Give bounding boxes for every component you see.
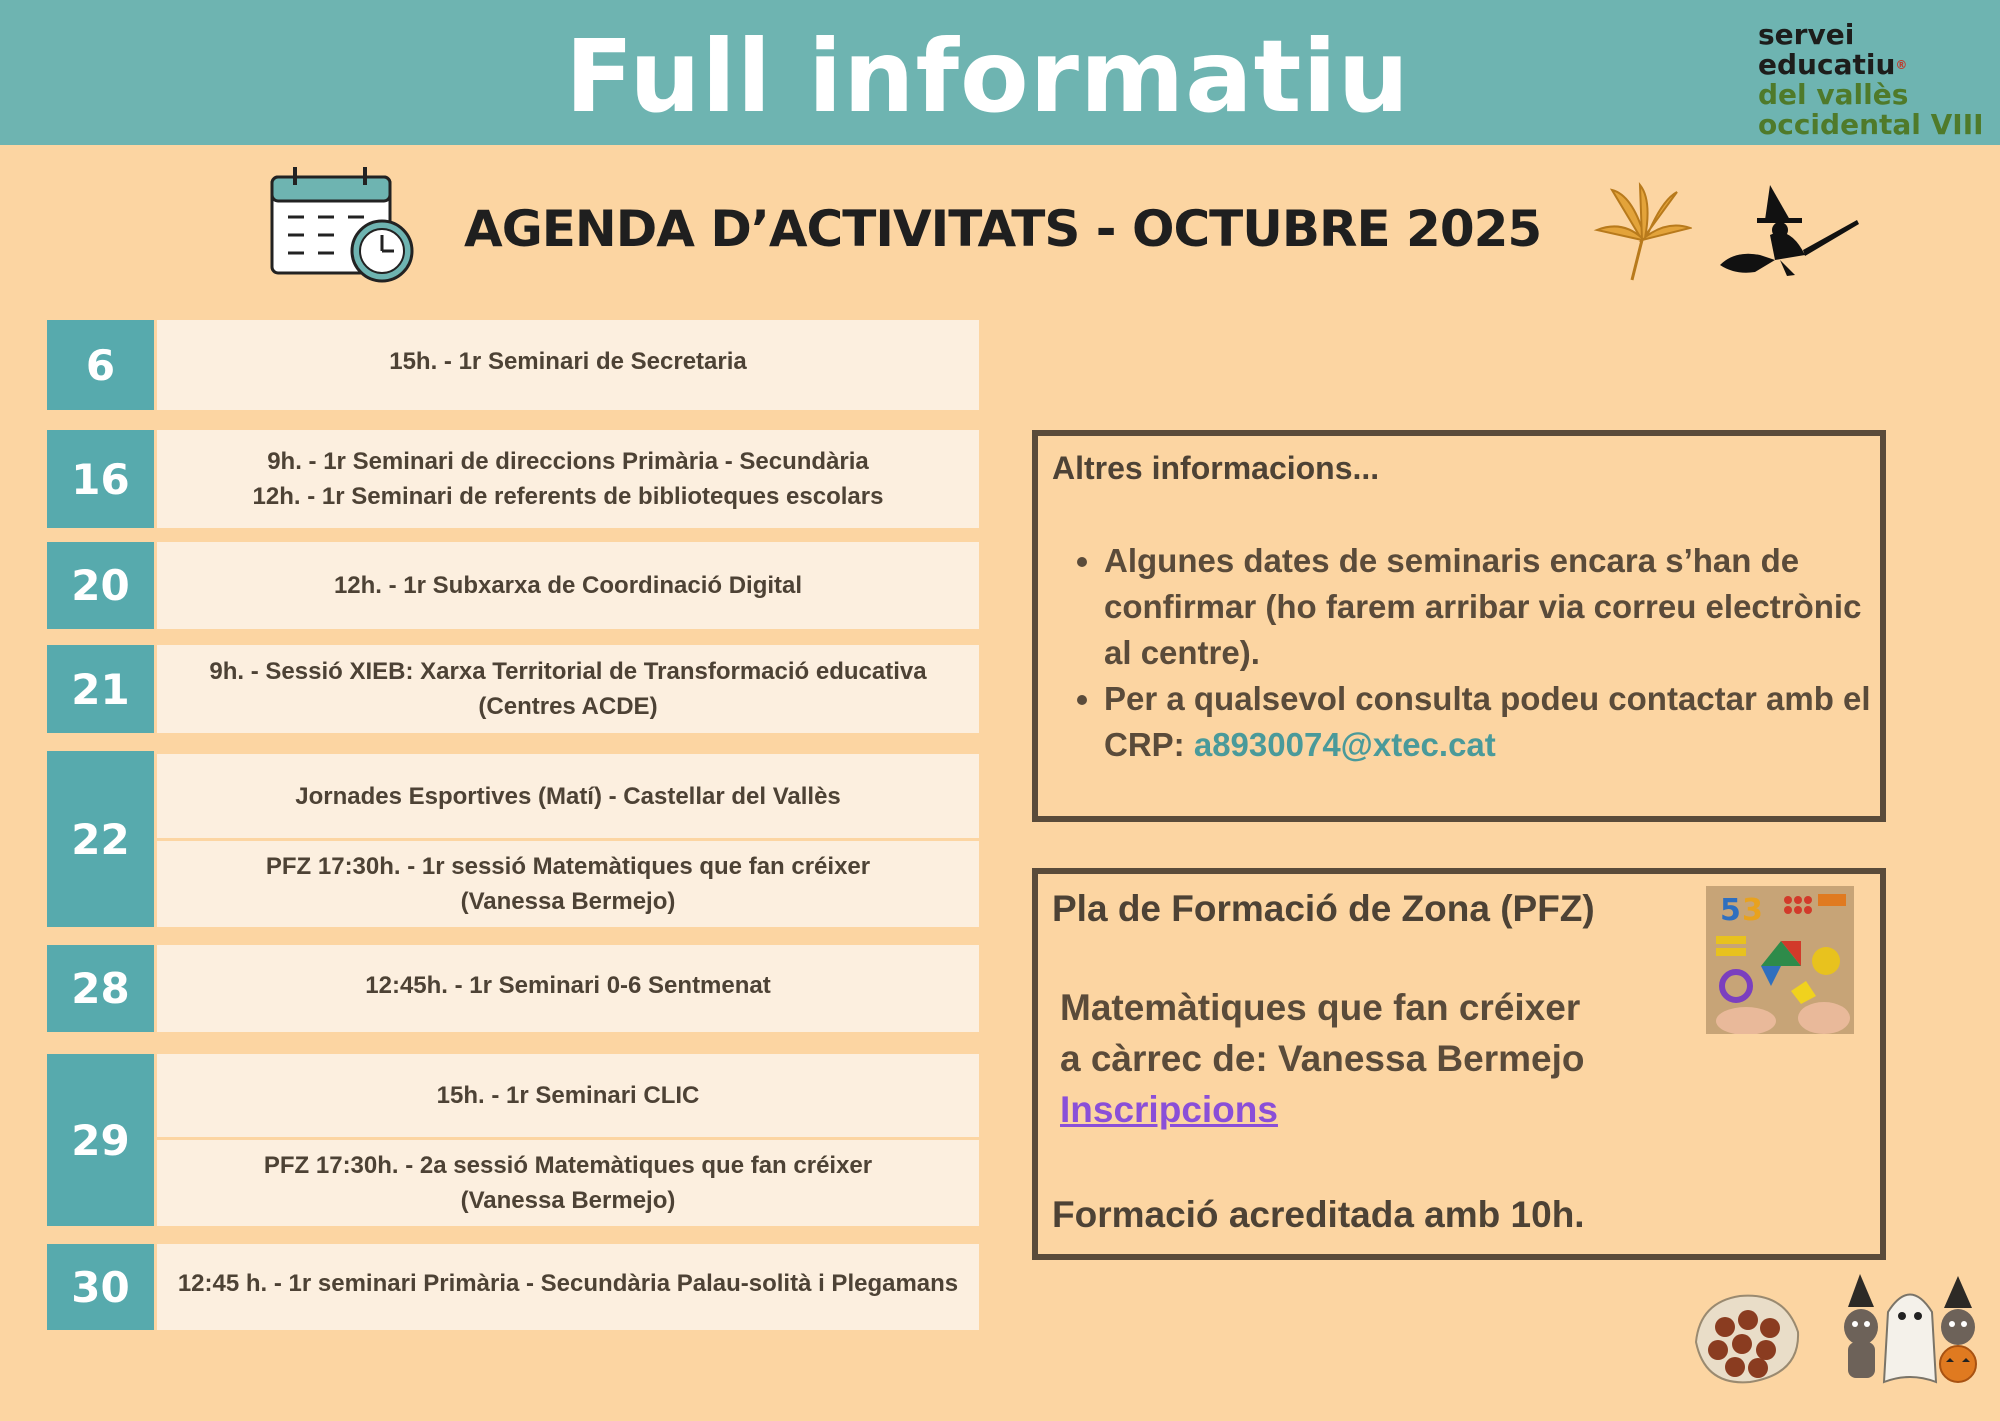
logo-line-1: servei	[1758, 18, 1855, 51]
event-text: PFZ 17:30h. - 2a sessió Matemàtiques que fan créixer	[263, 1152, 873, 1179]
event-cell-20	[157, 542, 979, 629]
math-toys-photo	[1706, 886, 1854, 1034]
other-info-item	[1104, 676, 1874, 768]
event-cell-29a	[157, 1054, 979, 1137]
event-cell-30	[157, 1244, 979, 1330]
chestnut-leaf-icon	[1592, 180, 1692, 285]
pfz-credit: Formació acreditada amb 10h.	[1052, 1194, 1585, 1235]
other-info-item: • Algunes dates de seminaris encara s’han de confirmar (ho farem arribar via correu electrònic al centre).	[1104, 538, 1874, 676]
event-cell-29b	[157, 1140, 979, 1226]
witch-icon	[1715, 180, 1860, 280]
day-6: 6	[47, 320, 154, 410]
other-info-title: Altres informacions...	[1052, 450, 1380, 486]
event-text: (Centres ACDE)	[478, 693, 658, 720]
event-text: 12h. - 1r Subxarxa de Coordinació Digital	[333, 572, 803, 599]
contact-text: Per a qualsevol consulta podeu contactar amb el CRP:	[1104, 680, 1871, 763]
event-text: 15h. - 1r Seminari de Secretaria	[389, 347, 747, 375]
agenda-title: AGENDA D’ACTIVITATS - OCTUBRE 2025	[464, 200, 1542, 258]
other-info-list	[1052, 538, 1874, 768]
chestnuts-icon	[1690, 1282, 1802, 1390]
pfz-box	[1032, 868, 1886, 1260]
event-cell-22b	[157, 841, 979, 927]
event-text: 12:45 h. - 1r seminari Primària - Secundària Palau-solità i Plegamans	[177, 1269, 959, 1297]
other-info-box	[1032, 430, 1886, 822]
contact-email[interactable]: a8930074@xtec.cat	[1193, 726, 1496, 763]
registration-link[interactable]: Inscripcions	[1060, 1089, 1278, 1130]
event-cell-6	[157, 320, 979, 410]
svg-text:5: 5	[1720, 893, 1741, 928]
header-bar	[0, 0, 2000, 145]
page-title: Full informatiu	[565, 18, 1410, 135]
day-21: 21	[47, 645, 154, 733]
logo-line-2-text: educatiu	[1758, 48, 1896, 81]
logo-line-4: occidental VIII	[1758, 108, 1984, 141]
logo-line-3: del vallès	[1758, 78, 1909, 111]
halloween-creatures-icon	[1840, 1272, 1980, 1392]
pfz-title: Pla de Formació de Zona (PFZ)	[1052, 888, 1595, 929]
calendar-clock-icon	[270, 165, 420, 285]
event-cell-22a	[157, 754, 979, 838]
event-text: Jornades Esportives (Matí) - Castellar del Vallès	[295, 782, 841, 810]
event-text: 9h. - 1r Seminari de direccions Primària - Secundària	[267, 448, 869, 475]
day-20: 20	[47, 542, 154, 629]
svg-text:3: 3	[1742, 893, 1763, 928]
event-cell-28	[157, 945, 979, 1032]
logo-line-2: educatiu®	[1758, 48, 1908, 81]
day-22: 22	[47, 751, 154, 927]
pfz-course: Matemàtiques que fan créixer	[1060, 987, 1581, 1028]
day-16: 16	[47, 430, 154, 528]
event-text: 12h. - 1r Seminari de referents de biblioteques escolars	[252, 483, 884, 510]
day-29: 29	[47, 1054, 154, 1226]
event-text: 12:45h. - 1r Seminari 0-6 Sentmenat	[365, 972, 771, 999]
event-text: 15h. - 1r Seminari CLIC	[436, 1082, 700, 1109]
event-text: (Vanessa Bermejo)	[460, 888, 676, 915]
event-text: PFZ 17:30h. - 1r sessió Matemàtiques que fan créixer	[265, 853, 871, 880]
event-cell-21	[157, 645, 979, 733]
event-cell-16	[157, 430, 979, 528]
pfz-teacher: a càrrec de: Vanessa Bermejo	[1060, 1038, 1585, 1079]
day-30: 30	[47, 1244, 154, 1330]
event-text: (Vanessa Bermejo)	[460, 1187, 676, 1214]
event-text: 9h. - Sessió XIEB: Xarxa Territorial de Transformació educativa	[209, 658, 927, 685]
day-28: 28	[47, 945, 154, 1032]
logo	[1758, 20, 1984, 140]
